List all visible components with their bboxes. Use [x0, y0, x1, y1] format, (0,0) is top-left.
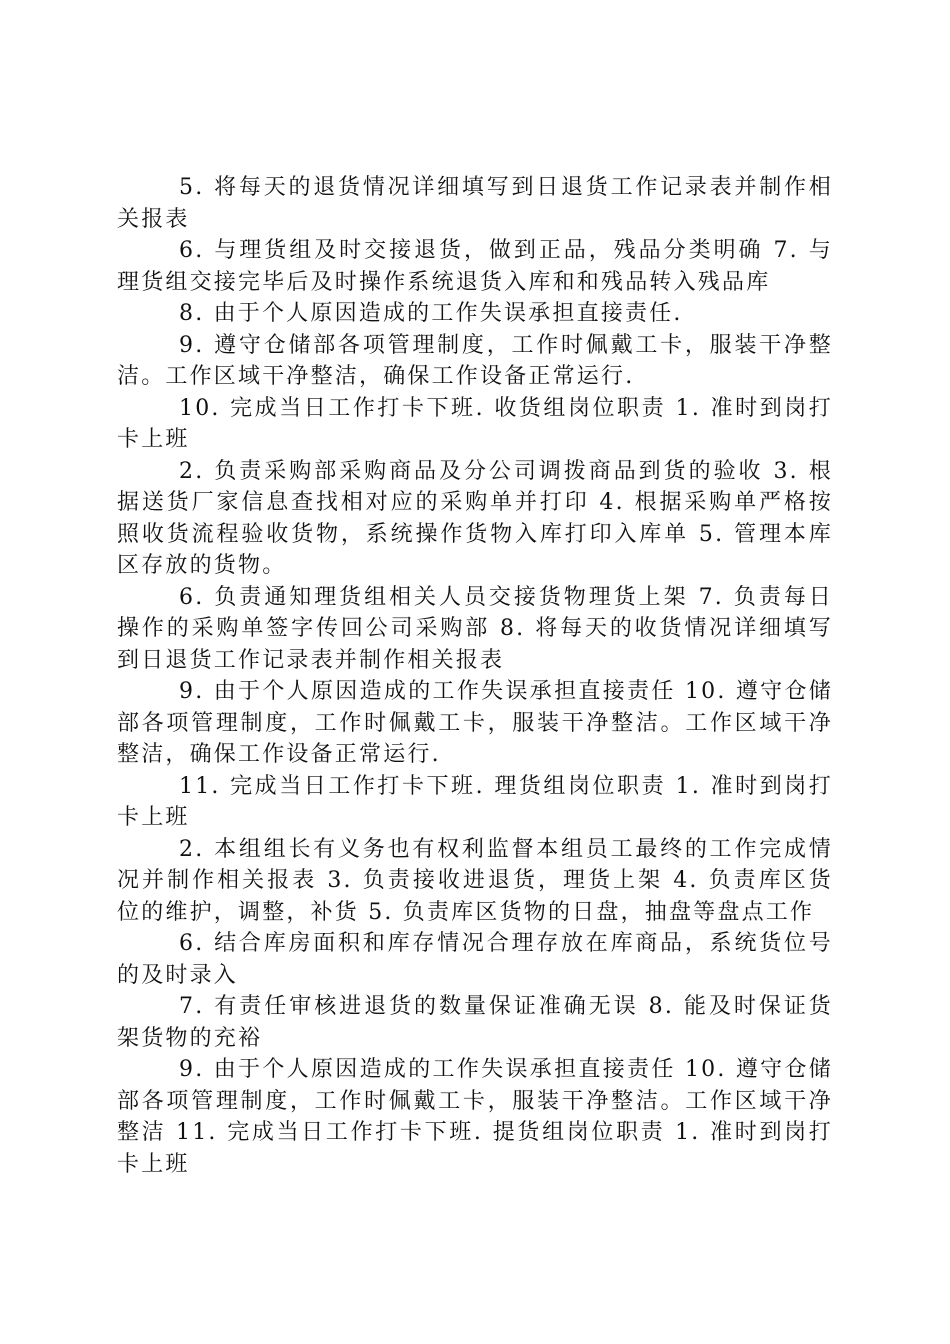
- paragraph: 6. 与理货组及时交接退货，做到正品，残品分类明确 7. 与理货组交接完毕后及时操作系统退货入库和和残品转入残品库: [117, 238, 833, 295]
- document-body: [117, 172, 833, 1180]
- paragraph: 5. 将每天的退货情况详细填写到日退货工作记录表并制作相关报表: [117, 175, 833, 232]
- paragraph: 8. 由于个人原因造成的工作失误承担直接责任.: [179, 301, 683, 326]
- paragraph: 2. 负责采购部采购商品及分公司调拨商品到货的验收 3. 根据送货厂家信息查找相对应的采购单并打印 4. 根据采购单严格按照收货流程验收货物，系统操作货物入库打印入库单 5. 管理本库区存放的货物。: [117, 458, 833, 578]
- paragraph: 9. 由于个人原因造成的工作失误承担直接责任 10. 遵守仓储部各项管理制度，工作时佩戴工卡，服装干净整洁。工作区域干净整洁，确保工作设备正常运行.: [117, 679, 833, 767]
- paragraph: 9. 由于个人原因造成的工作失误承担直接责任 10. 遵守仓储部各项管理制度，工作时佩戴工卡，服装干净整洁。工作区域干净整洁 11. 完成当日工作打卡下班. 提货组岗位职责 1. 准时到岗打卡上班: [117, 1057, 833, 1177]
- paragraph: 7. 有责任审核进退货的数量保证准确无误 8. 能及时保证货架货物的充裕: [117, 994, 833, 1051]
- paragraph: 6. 负责通知理货组相关人员交接货物理货上架 7. 负责每日操作的采购单签字传回公司采购部 8. 将每天的收货情况详细填写到日退货工作记录表并制作相关报表: [117, 584, 833, 673]
- paragraph: 10. 完成当日工作打卡下班. 收货组岗位职责 1. 准时到岗打卡上班: [117, 395, 833, 452]
- paragraph: 2. 本组组长有义务也有权利监督本组员工最终的工作完成情况并制作相关报表 3. 负责接收进退货，理货上架 4. 负责库区货位的维护，调整，补货 5. 负责库区货物的日盘，抽盘等盘点工作: [117, 836, 833, 925]
- paragraph: 11. 完成当日工作打卡下班. 理货组岗位职责 1. 准时到岗打卡上班: [117, 773, 833, 830]
- paragraph: 6. 结合库房面积和库存情况合理存放在库商品，系统货位号的及时录入: [117, 931, 833, 988]
- paragraph: 9. 遵守仓储部各项管理制度，工作时佩戴工卡，服装干净整洁。工作区域干净整洁，确保工作设备正常运行.: [117, 332, 833, 389]
